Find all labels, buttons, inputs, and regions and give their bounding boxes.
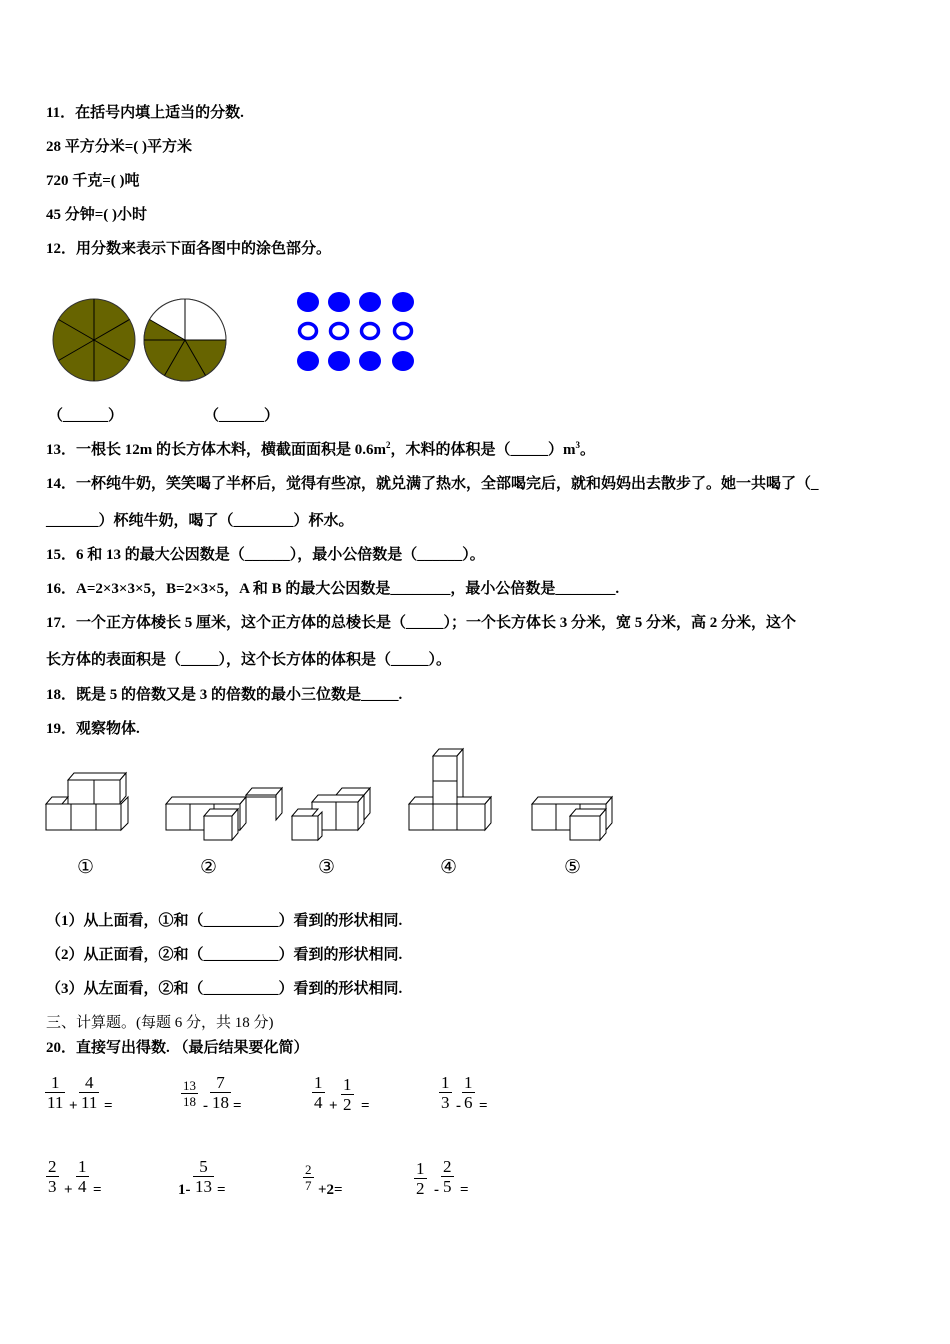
cube-top-face [46,797,68,804]
empty-dot [331,324,348,339]
numerator: 4 [84,1073,94,1092]
numerator: 2 [443,1157,452,1176]
pie-2 [144,299,226,381]
cube-front-face [166,804,190,830]
cube-figure-3 [292,788,370,840]
q17-line-2: 长方体的表面积是（_____），这个长方体的体积是（_____）。 [46,652,452,668]
denominator: 4 [314,1093,323,1112]
denominator: 18 [212,1093,229,1112]
figure-label-2: ② [200,856,218,878]
cube-front-face [204,816,232,840]
q19-sub-2: （2）从正面看，②和（__________）看到的形状相同. [46,947,403,963]
q15-text: 15．6 和 13 的最大公因数是（______），最小公倍数是（______）。 [46,547,485,563]
dot-grid [294,290,424,376]
denominator: 18 [183,1094,196,1109]
figure-label-4: ④ [440,856,458,878]
fraction [210,1073,231,1112]
denominator: 6 [464,1093,473,1112]
q11-item-a: 28 平方分米=( )平方米 [46,139,193,155]
q13-text-post: 。 [580,442,596,458]
cube-top-face [532,797,612,804]
numerator: 1 [50,1073,60,1092]
cube-figure-1-detail [46,773,128,830]
q13-text [46,440,595,460]
q13-sup-area: 2 [386,440,391,450]
figure-label-5: ⑤ [564,856,582,878]
cube-side-face [457,749,463,804]
cube-front-face [433,756,457,781]
q13-text-mid: ，木料的体积是（_____）m [390,442,576,458]
denominator: 3 [441,1093,450,1112]
q20-title: 20．直接写出得数. （最后结果要化简） [46,1040,309,1056]
q19-title: 19．观察物体. [46,721,140,737]
one-minus: 1- [178,1182,191,1198]
denominator: 3 [48,1177,57,1196]
fraction [303,1162,314,1193]
numerator: 13 [183,1078,196,1093]
q18-text: 18．既是 5 的倍数又是 3 的倍数的最小三位数是_____. [46,687,403,703]
q14-line-2: _______）杯纯牛奶，喝了（________）杯水。 [46,513,354,529]
fraction [462,1073,475,1112]
denominator: 11 [47,1093,64,1112]
q19-sub-3: （3）从左面看，②和（__________）看到的形状相同. [46,981,403,997]
filled-dot [392,292,414,312]
fraction [79,1073,99,1112]
q19-sub-1: （1）从上面看，①和（__________）看到的形状相同. [46,913,403,929]
fraction [46,1157,59,1196]
cube-front-face [409,804,433,830]
q11-title: 11．在括号内填上适当的分数. [46,105,244,121]
numerator: 1 [416,1159,425,1178]
numerator: 1 [343,1075,352,1094]
q12-answer-blank-1[interactable]: （______） [48,408,124,424]
operator-plus: + [64,1182,73,1198]
numerator: 5 [199,1157,208,1176]
pie-charts [50,294,230,388]
denominator: 7 [305,1178,312,1193]
filled-dot [359,292,381,312]
equals-sign: = [93,1182,102,1198]
fraction [312,1073,325,1112]
fraction [414,1159,427,1198]
cube-side-face [318,812,322,840]
dot-row-1 [297,292,414,312]
filled-dot [328,351,350,371]
filled-dot [297,292,319,312]
cube-front-face [433,804,457,830]
section-3-heading: 三、计算题。(每题 6 分，共 18 分) [46,1015,274,1031]
denominator: 13 [195,1177,212,1196]
q13-text-pre: 13．一根长 12m 的长方体木料，横截面面积是 0.6m [46,442,386,458]
numerator: 1 [314,1073,323,1092]
cube-front-face [96,804,121,830]
fraction [76,1157,89,1196]
denominator: 4 [78,1177,87,1196]
cube-figure-4 [409,749,491,830]
operator-plus: + [69,1098,78,1114]
figure-label-3: ③ [318,856,336,878]
fraction [441,1157,454,1196]
equals-sign: = [104,1098,113,1114]
q13-sup-volume: 3 [575,440,580,450]
numerator: 7 [216,1073,225,1092]
cube-top-face [312,795,364,802]
equals-sign: = [479,1098,488,1114]
filled-dot [359,351,381,371]
numerator: 2 [305,1162,312,1177]
q14-line-1: 14．一杯纯牛奶，笑笑喝了半杯后，觉得有些凉，就兑满了热水，全部喝完后，就和妈妈出去散步了。她一共喝了（_ [46,476,819,492]
cube-front-face [532,804,556,830]
operator-minus: - [434,1182,439,1198]
equals-sign: = [217,1182,226,1198]
filled-dot [297,351,319,371]
empty-dot [395,324,412,339]
fraction [341,1075,354,1114]
cube-side-face [358,795,364,830]
cube-front-face [292,816,318,840]
q17-line-1: 17．一个正方体棱长 5 厘米，这个正方体的总棱长是（_____）；一个长方体长 3 分米，宽 5 分米，高 2 分米，这个 [46,615,797,631]
q16-text: 16．A=2×3×3×5，B=2×3×5，A 和 B 的最大公因数是________，最小公倍数是________. [46,581,620,597]
operator-minus: - [203,1098,208,1114]
cube-figure-2 [166,788,282,840]
numerator: 1 [78,1157,87,1176]
cube-front-face [94,780,120,804]
cube-top-face [166,797,246,804]
denominator: 11 [81,1093,98,1112]
cube-front-face [71,804,96,830]
pie-1 [53,299,135,381]
filled-dot [328,292,350,312]
denominator: 2 [416,1179,425,1198]
denominator: 2 [343,1095,352,1114]
denominator: 5 [443,1177,452,1196]
cube-figures-detail [40,745,630,845]
cube-front-face [68,780,94,804]
operator-minus: - [456,1098,461,1114]
equals-sign: = [361,1098,370,1114]
q11-item-c: 45 分钟=( )小时 [46,207,148,223]
equals-sign: = [233,1098,242,1114]
fraction [193,1157,214,1196]
numerator: 1 [441,1073,450,1092]
dot-row-3 [297,351,414,371]
fraction [439,1073,452,1112]
figure-label-1: ① [77,856,95,878]
cube-front-face [336,802,358,830]
numerator: 2 [48,1157,57,1176]
q12-title: 12．用分数来表示下面各图中的涂色部分。 [46,241,332,257]
empty-dot [300,324,317,339]
q12-answer-blank-2[interactable]: （______） [204,408,280,424]
numerator: 1 [464,1073,473,1092]
equals-sign: = [460,1182,469,1198]
dot-row-2 [300,324,412,339]
plus-two-equals: +2= [318,1182,343,1198]
filled-dot [392,351,414,371]
q11-item-b: 720 千克=( )吨 [46,173,140,189]
cube-top-face [68,773,126,780]
fraction [45,1073,65,1112]
cube-front-face [46,804,71,830]
cube-front-face [457,804,485,830]
operator-plus: + [329,1098,338,1114]
cube-side-face [121,797,128,830]
cube-front-face [570,816,600,840]
empty-dot [362,324,379,339]
cube-figure-5 [532,797,612,840]
fraction [181,1078,198,1109]
